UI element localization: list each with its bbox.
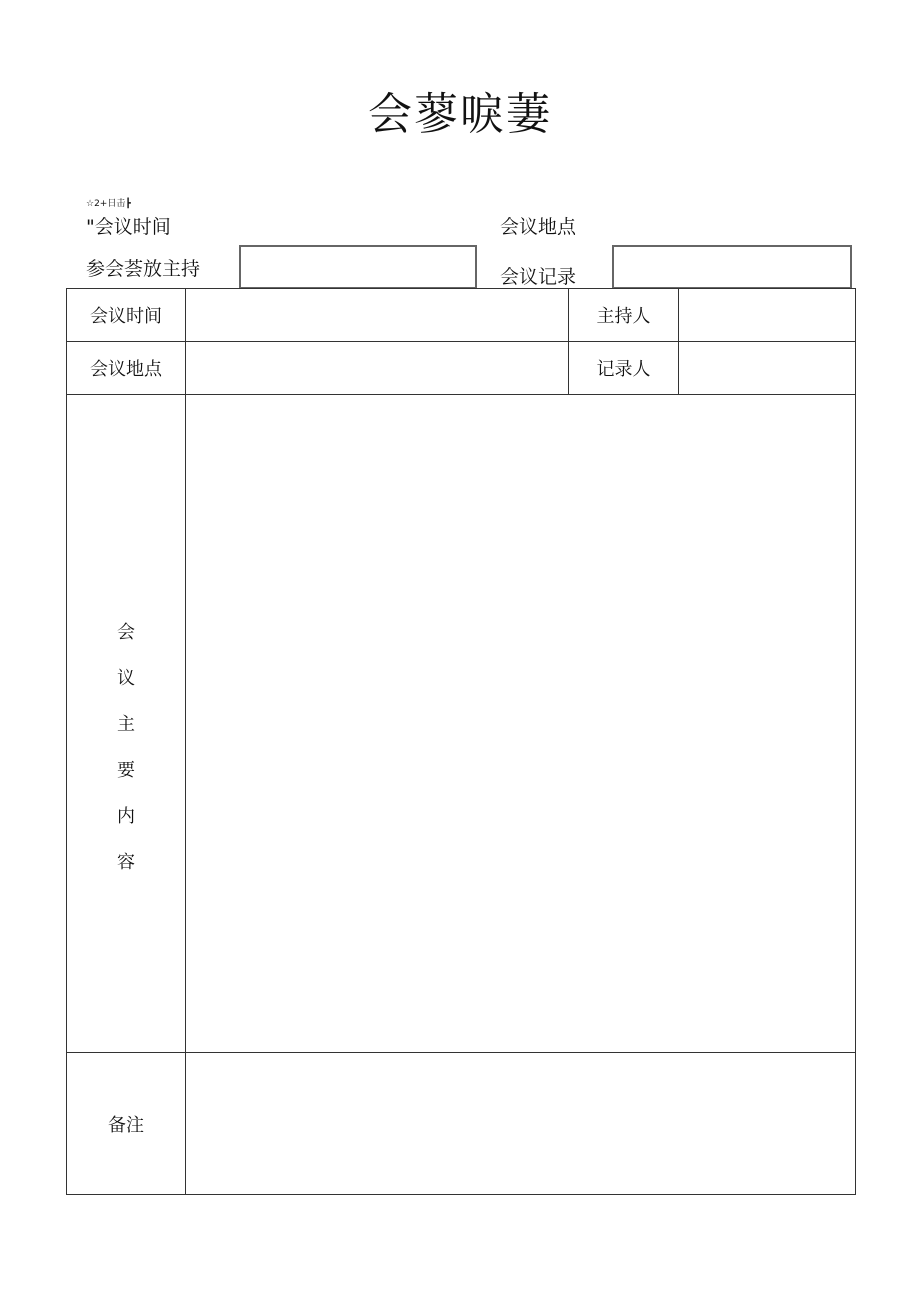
host-cell-value[interactable] [679, 289, 856, 342]
table-row [67, 289, 856, 342]
main-content-field[interactable] [186, 395, 856, 1053]
main-content-char: 内 [117, 805, 135, 827]
meeting-place-label: 会议地点 [500, 216, 577, 238]
remarks-label: 备注 [67, 1053, 186, 1195]
main-content-char: 容 [117, 851, 135, 873]
time-cell-value[interactable] [186, 289, 569, 342]
main-content-char: 要 [117, 759, 135, 781]
main-content-label [67, 395, 186, 1053]
remarks-field[interactable] [186, 1053, 856, 1195]
main-content-char: 会 [117, 621, 135, 643]
place-cell-value[interactable] [186, 342, 569, 395]
host-cell-label: 主持人 [569, 289, 679, 342]
page-title: 会蓼唳萋 [368, 89, 552, 140]
meeting-record-label: 会议记录 [500, 266, 577, 288]
meeting-time-label: "会议时间 [86, 216, 171, 238]
time-cell-label: 会议时间 [67, 289, 186, 342]
table-row [67, 342, 856, 395]
meeting-record-field[interactable] [612, 245, 852, 289]
attendees-host-label: 参会荟放主持 [86, 258, 201, 280]
place-cell-label: 会议地点 [67, 342, 186, 395]
recorder-cell-label: 记录人 [569, 342, 679, 395]
header-mark: ☆2+日击┣ [86, 199, 131, 209]
attendees-host-field[interactable] [239, 245, 477, 289]
main-content-char: 主 [117, 713, 135, 735]
main-content-char: 议 [117, 667, 135, 689]
table-row [67, 1053, 856, 1195]
meeting-minutes-table [66, 288, 856, 1195]
recorder-cell-value[interactable] [679, 342, 856, 395]
table-row [67, 395, 856, 1053]
